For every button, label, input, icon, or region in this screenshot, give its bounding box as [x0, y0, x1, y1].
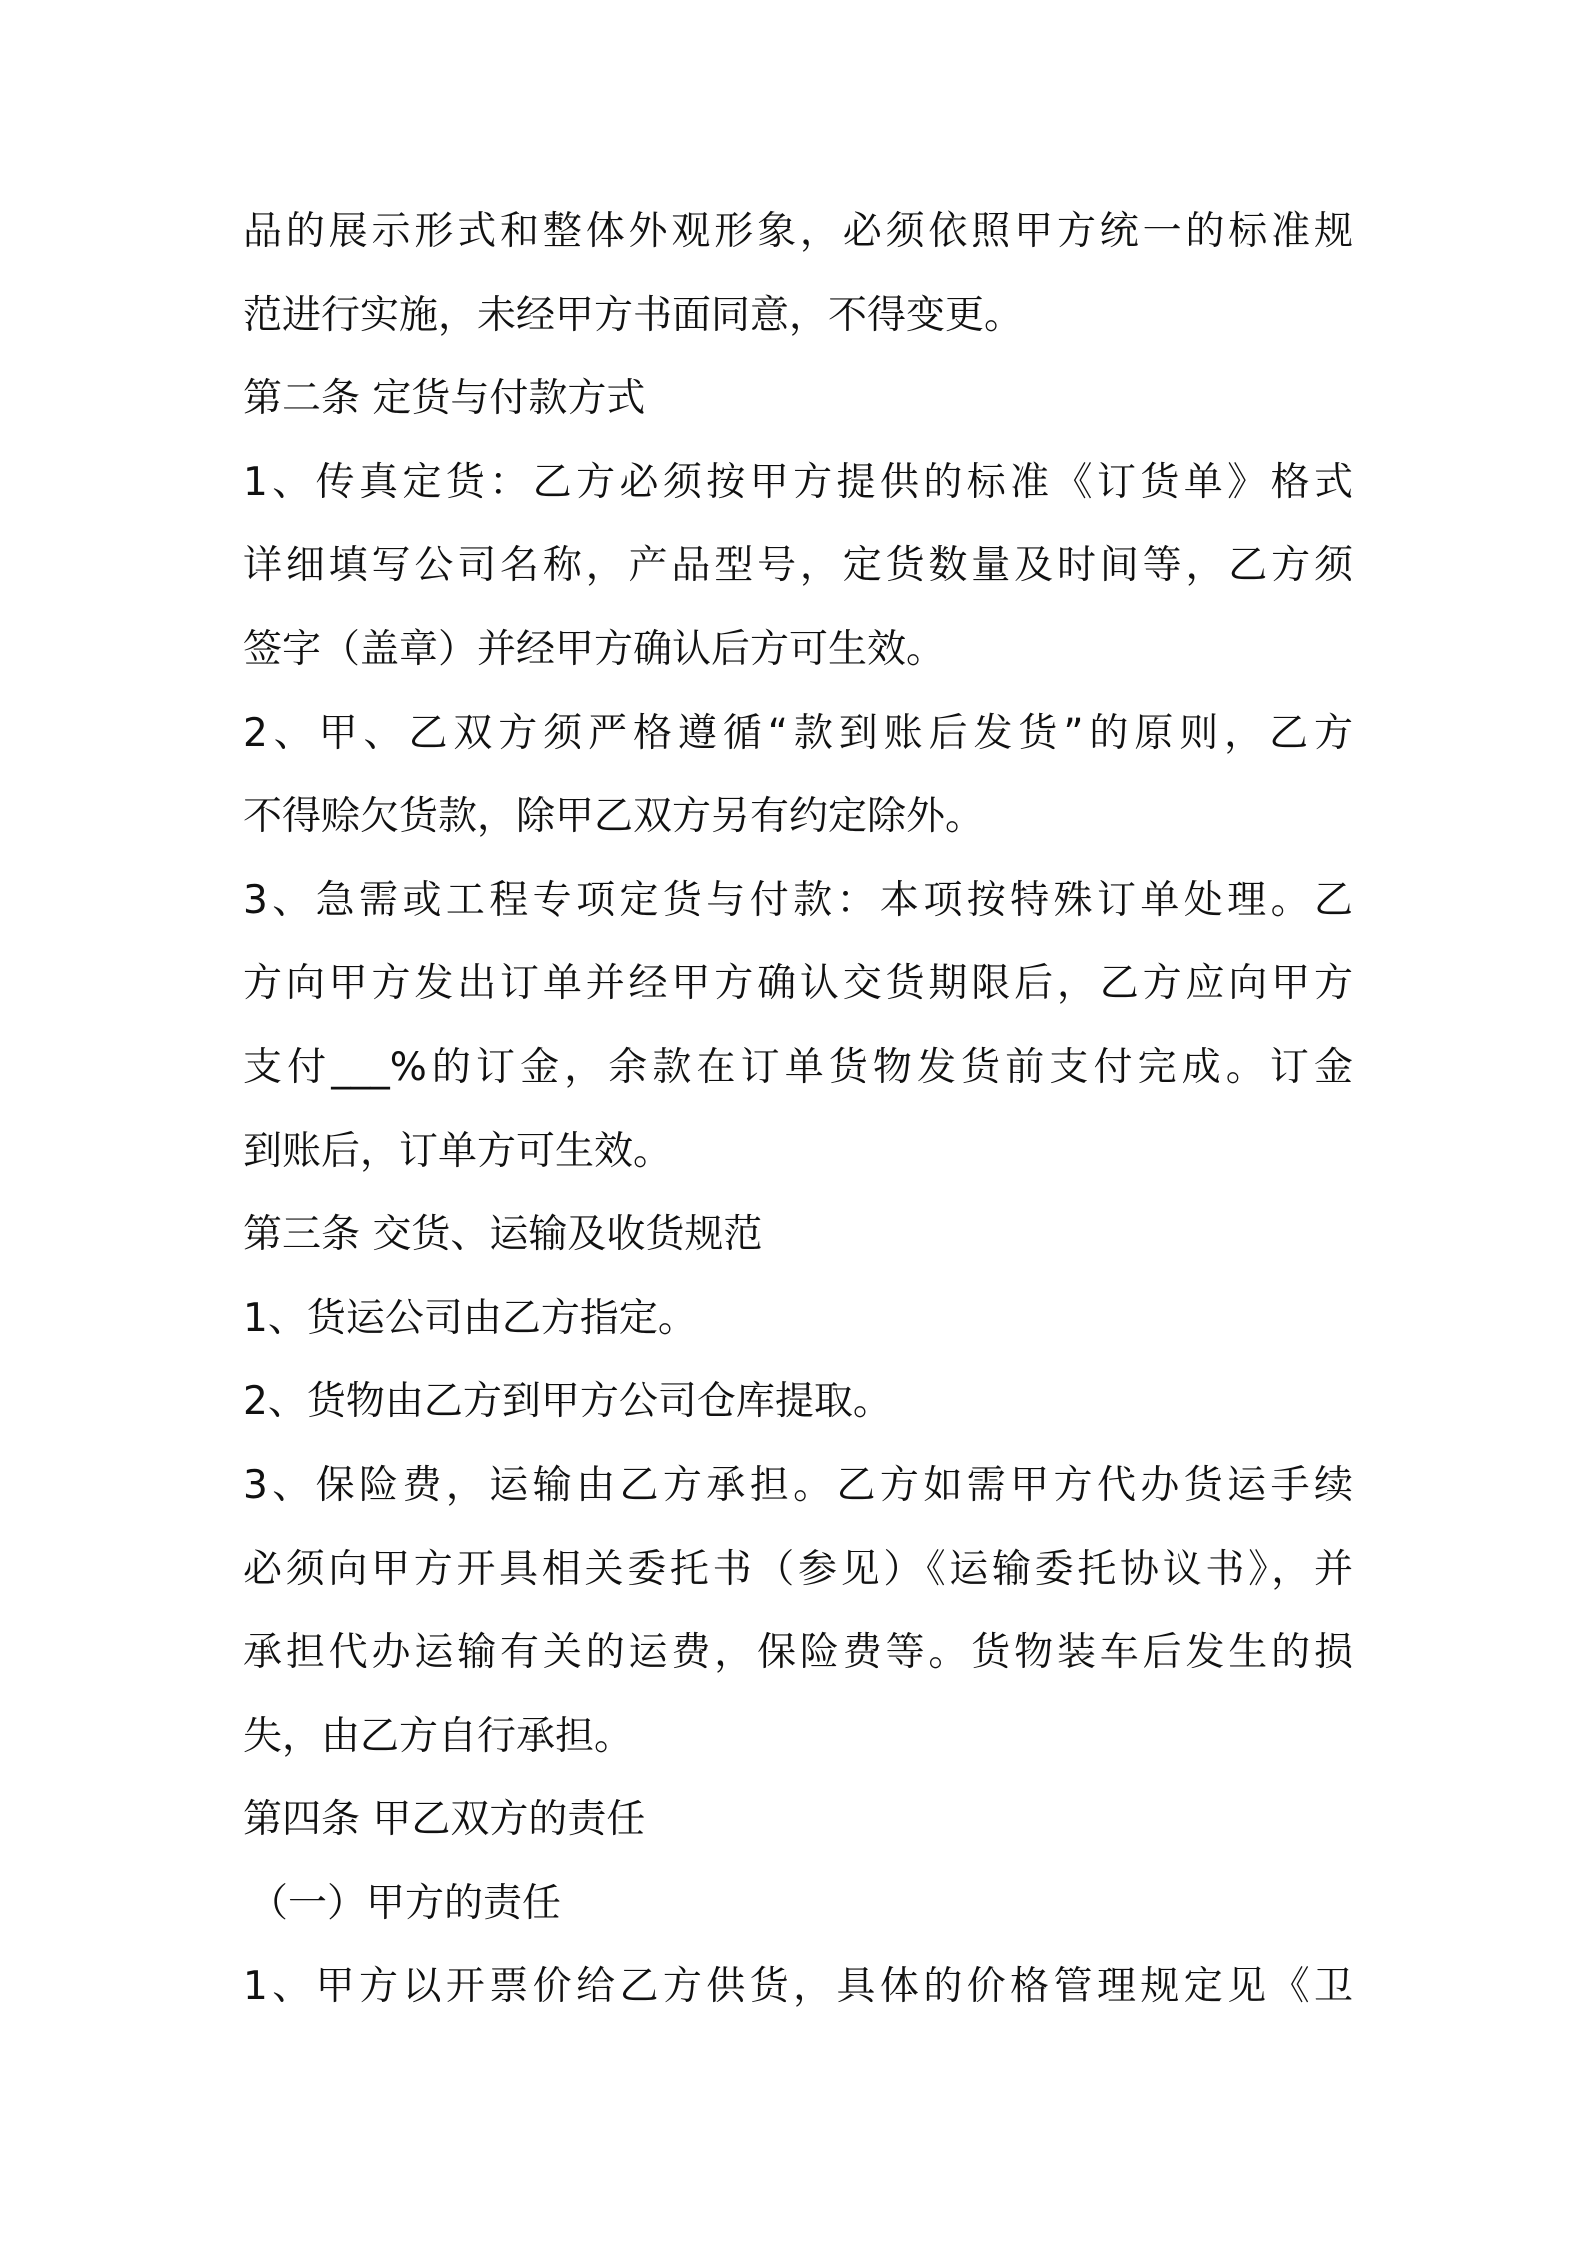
- paragraph-line: 方向甲方发出订单并经甲方确认交货期限后，乙方应向甲方: [243, 961, 1353, 1007]
- paragraph-line: 详细填写公司名称，产品型号，定货数量及时间等，乙方须: [243, 543, 1353, 589]
- paragraph-line: 3、保险费，运输由乙方承担。乙方如需甲方代办货运手续: [243, 1462, 1353, 1508]
- subsection-heading: （一）甲方的责任: [249, 1880, 562, 1926]
- paragraph-line: 承担代办运输有关的运费，保险费等。货物装车后发生的损: [243, 1630, 1353, 1676]
- paragraph-line: 2、甲、乙双方须严格遵循“款到账后发货”的原则，乙方: [243, 710, 1353, 756]
- section-heading: 第三条 交货、运输及收货规范: [243, 1212, 763, 1258]
- section-heading: 第二条 定货与付款方式: [243, 376, 646, 422]
- paragraph-line: 1、传真定货：乙方必须按甲方提供的标准《订货单》格式: [243, 459, 1353, 505]
- paragraph-line: 品的展示形式和整体外观形象，必须依照甲方统一的标准规: [243, 209, 1353, 254]
- section-heading: 第四条 甲乙双方的责任: [243, 1797, 646, 1843]
- paragraph-line: 到账后，订单方可生效。: [243, 1128, 673, 1174]
- document-body: [243, 190, 1353, 2029]
- paragraph-line: 支付___%的订金，余款在订单货物发货前支付完成。订金: [243, 1044, 1353, 1090]
- paragraph-line: 必须向甲方开具相关委托书（参见）《运输委托协议书》，并: [243, 1546, 1353, 1592]
- paragraph-line: 签字（盖章）并经甲方确认后方可生效。: [243, 626, 946, 672]
- paragraph-line: 不得赊欠货款，除甲乙双方另有约定除外。: [243, 794, 985, 840]
- paragraph-line: 失，由乙方自行承担。: [243, 1713, 634, 1759]
- paragraph-line: 3、急需或工程专项定货与付款：本项按特殊订单处理。乙: [243, 877, 1353, 923]
- paragraph-line: 范进行实施，未经甲方书面同意，不得变更。: [243, 292, 1024, 338]
- paragraph-line: 1、甲方以开票价给乙方供货，具体的价格管理规定见《卫: [243, 1964, 1353, 2010]
- paragraph-line: 2、货物由乙方到甲方公司仓库提取。: [243, 1379, 892, 1425]
- paragraph-line: 1、货运公司由乙方指定。: [243, 1295, 697, 1341]
